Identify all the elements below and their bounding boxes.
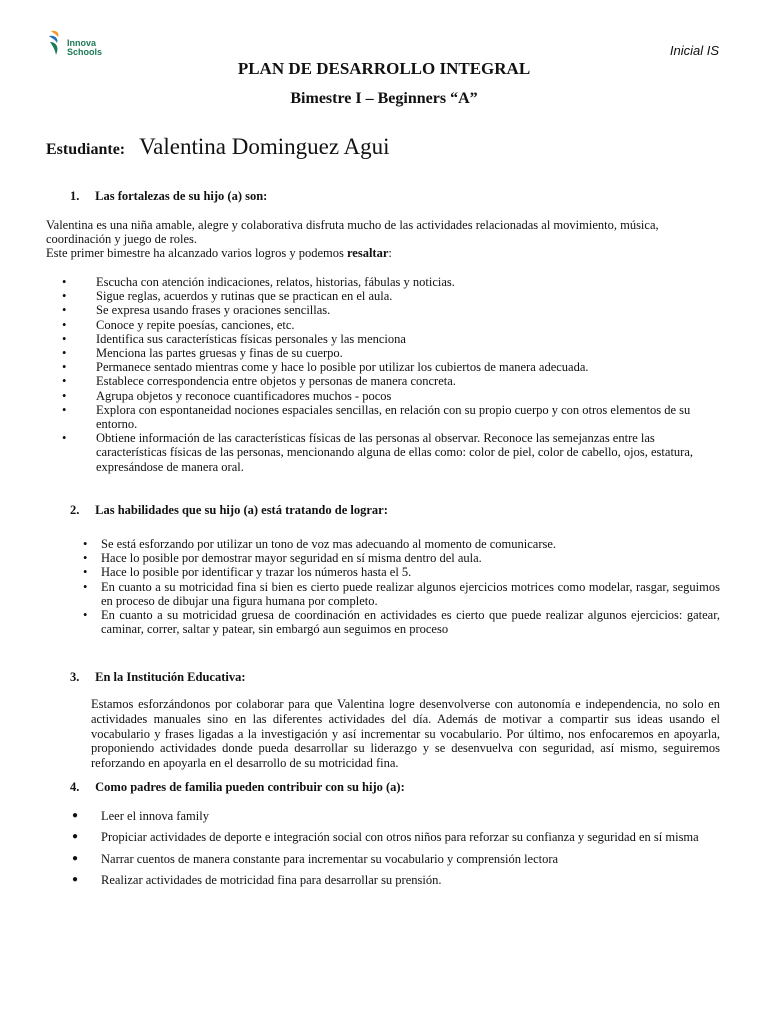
list-item: ● Narrar cuentos de manera constante para incrementar su vocabulario y comprensión lectora	[70, 852, 730, 873]
section-3-heading	[70, 670, 246, 685]
logo-mark-icon	[48, 30, 64, 56]
section-1-intro-line1: Valentina es una niña amable, alegre y colaborativa disfruta mucho de las actividades relacionadas al movimiento, música, coordinación y juego de roles.	[46, 218, 659, 246]
skills-in-progress-list	[83, 537, 720, 636]
strengths-list	[60, 275, 720, 474]
list-item: • En cuanto a su motricidad fina si bien es cierto puede realizar algunos ejercicios motrices como modelar, rasgar, seguimos en proceso de dibujar una figura humana por completo.	[83, 580, 720, 608]
list-item: • Hace lo posible por identificar y trazar los números hasta el 5.	[83, 565, 720, 579]
list-item: • Agrupa objetos y reconoce cuantificadores muchos - pocos	[60, 389, 720, 403]
list-item: ● Realizar actividades de motricidad fina para desarrollar su prensión.	[70, 873, 730, 894]
section-1-intro	[46, 218, 706, 260]
section-2-number: 2.	[70, 503, 80, 517]
section-1-number: 1.	[70, 189, 80, 203]
level-tag: Inicial IS	[669, 43, 719, 58]
list-item: • Obtiene información de las características físicas de las personas al observar. Reconoce las semejanzas entre las características físicas de las personas, mencionando alguna de ellas como: color de piel, color de cabello, ojos, estatura, expresándose de manera oral.	[60, 431, 720, 474]
section-4-number: 4.	[70, 780, 80, 794]
list-item: • Escucha con atención indicaciones, relatos, historias, fábulas y noticias.	[60, 275, 720, 289]
document-subtitle: Bimestre I – Beginners “A”	[290, 90, 478, 107]
list-item: • Identifica sus características físicas personales y las menciona	[60, 332, 720, 346]
list-item: • Se expresa usando frases y oraciones sencillas.	[60, 303, 720, 317]
list-item: • Menciona las partes gruesas y finas de su cuerpo.	[60, 346, 720, 360]
student-name: Valentina Dominguez Agui	[139, 134, 390, 159]
student-label: Estudiante:	[46, 141, 126, 158]
list-item: ● Propiciar actividades de deporte e integración social con otros niños para reforzar su confianza y seguridad en sí misma	[70, 830, 730, 851]
highlight-word: resaltar	[346, 246, 389, 260]
document-title: PLAN DE DESARROLLO INTEGRAL	[237, 59, 531, 78]
section-1-intro-line2: Este primer bimestre ha alcanzado varios logros y podemos resaltar:	[46, 246, 392, 260]
list-item: • Permanece sentado mientras come y hace lo posible por utilizar los cubiertos de manera adecuada.	[60, 360, 720, 374]
section-4-heading	[70, 780, 405, 795]
list-item: • En cuanto a su motricidad gruesa de coordinación en actividades es cierto que puede realizar algunos ejercicios: gatear, caminar, correr, saltar y patear, sin embargó aun seguimos en proceso	[83, 608, 720, 636]
section-3-title: En la Institución Educativa:	[95, 670, 246, 684]
list-item: • Se está esforzando por utilizar un tono de voz mas adecuando al momento de comunicarse.	[83, 537, 720, 551]
section-4-title: Como padres de familia pueden contribuir con su hijo (a):	[95, 780, 405, 794]
section-1-heading	[70, 189, 267, 204]
section-3-number: 3.	[70, 670, 80, 684]
list-item: • Conoce y repite poesías, canciones, etc.	[60, 318, 720, 332]
parent-recommendations-list	[70, 809, 730, 894]
section-2-title: Las habilidades que su hijo (a) está tratando de lograr:	[95, 503, 388, 517]
section-3-text: Estamos esforzándonos por colaborar para que Valentina logre desenvolverse con autonomía e independencia, no solo en actividades manuales sino en las diferentes actividades del día. Además de motivar a compartir sus ideas usando el vocabulario y frases ligadas a la investigación y así incrementar su vocabulario. Por último, nos enfocaremos en apoyarla, proponiendo actividades donde pueda desarrollar su liderazgo y se desenvuelva con seguridad, así mismo, seguiremos reforzando en apoyarla en el desarrollo de su motricidad fina.	[91, 697, 720, 771]
section-2-heading	[70, 503, 388, 518]
list-item: ● Leer el innova family	[70, 809, 730, 830]
list-item: • Establece correspondencia entre objetos y personas de manera concreta.	[60, 374, 720, 388]
section-1-title: Las fortalezas de su hijo (a) son:	[95, 189, 268, 203]
list-item: • Sigue reglas, acuerdos y rutinas que se practican en el aula.	[60, 289, 720, 303]
list-item: • Explora con espontaneidad nociones espaciales sencillas, en relación con su propio cuerpo y con otros elementos de su entorno.	[60, 403, 720, 431]
logo-word-schools: Schools	[67, 47, 103, 57]
student-line	[46, 134, 390, 160]
list-item: • Hace lo posible por demostrar mayor seguridad en sí misma dentro del aula.	[83, 551, 720, 565]
logo-word-innova: Innova	[67, 38, 97, 48]
